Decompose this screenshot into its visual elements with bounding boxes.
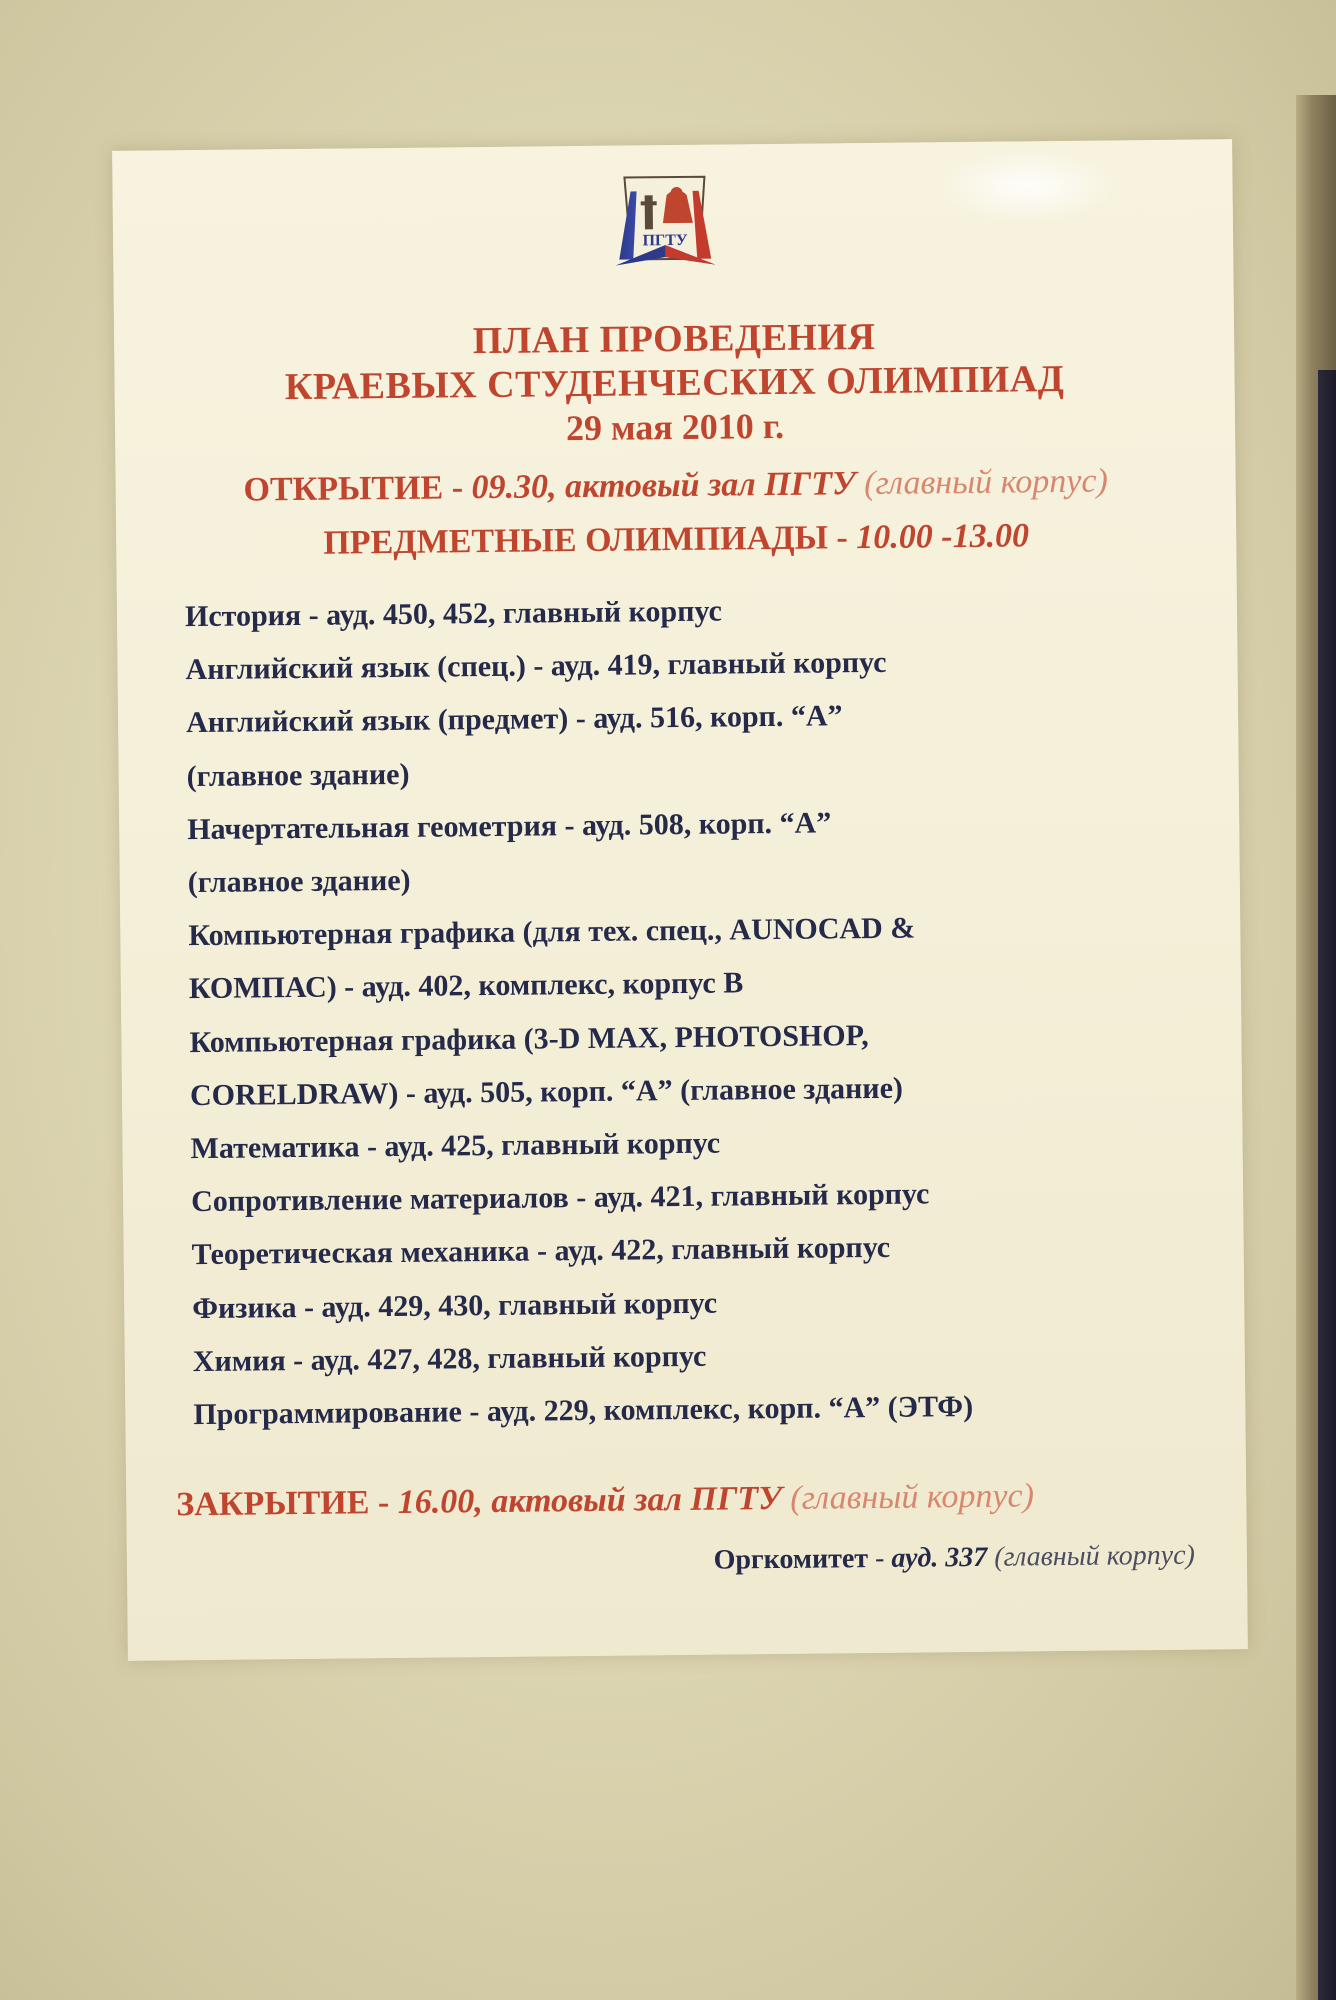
poster-title (114, 311, 1235, 455)
notice-poster (112, 139, 1248, 1661)
closing-separator: - (369, 1483, 398, 1522)
org-separator: - (867, 1542, 892, 1575)
subjects-header (116, 515, 1236, 565)
event-date: 29 мая 2010 г. (565, 405, 785, 449)
subjects-time: 10.00 -13.00 (856, 517, 1030, 557)
list-item: (главное здание) (187, 863, 411, 900)
opening-note: (главный корпус) (863, 462, 1108, 503)
org-note: (главный корпус) (994, 1539, 1196, 1573)
list-item: Программирование - ауд. 229, комплекс, корп. “А” (ЭТФ) (193, 1390, 974, 1432)
closing-line (176, 1475, 1296, 1525)
list-item: CORELDRAW) - ауд. 505, корп. “А” (главное здание) (189, 1071, 904, 1112)
list-item: Сопротивление материалов - ауд. 421, главный корпус (190, 1177, 930, 1219)
opening-line (115, 461, 1235, 511)
list-item: Компьютерная графика (3-D MAX, PHOTOSHOP, (189, 1018, 869, 1059)
org-committee (713, 1540, 1195, 1577)
list-item: Физика - ауд. 429, 430, главный корпус (192, 1286, 718, 1325)
list-item: Химия - ауд. 427, 428, главный корпус (192, 1339, 707, 1378)
subjects-separator: - (827, 519, 857, 557)
org-room: ауд. 337 (891, 1541, 995, 1574)
list-item: (главное здание) (186, 757, 410, 793)
subjects-label: ПРЕДМЕТНЫЕ ОЛИМПИАДЫ (323, 519, 829, 562)
list-item: Начертательная геометрия - ауд. 508, корп. “А” (187, 806, 832, 846)
list-item: Английский язык (спец.) - ауд. 419, главный корпус (185, 646, 887, 687)
list-item: Математика - ауд. 425, главный корпус (190, 1126, 721, 1166)
opening-label: ОТКРЫТИЕ (243, 469, 444, 509)
opening-separator: - (443, 469, 472, 507)
list-item: История - ауд. 450, 452, главный корпус (184, 594, 722, 634)
opening-time: 09.30, (471, 468, 557, 507)
closing-note: (главный корпус) (790, 1477, 1035, 1517)
door-frame (1318, 370, 1336, 2000)
list-item: КОМПАС) - ауд. 402, комплекс, корпус В (188, 966, 744, 1006)
closing-place: актовый зал ПГТУ (482, 1479, 791, 1521)
closing-time: 16.00, (397, 1483, 483, 1521)
title-line-1: ПЛАН ПРОВЕДЕНИЯ (472, 315, 876, 363)
logo-text: ПГТУ (642, 231, 688, 250)
list-item: Английский язык (предмет) - ауд. 516, корп. “А” (185, 699, 843, 740)
opening-place: актовый зал ПГТУ (556, 465, 865, 506)
light-glare (942, 150, 1113, 222)
olympiad-list (185, 579, 1214, 1441)
closing-label: ЗАКРЫТИЕ (176, 1484, 370, 1524)
title-line-2: КРАЕВЫХ СТУДЕНЧЕСКИХ ОЛИМПИАД (284, 357, 1065, 409)
list-item: Теоретическая механика - ауд. 422, главный корпус (191, 1231, 891, 1272)
list-item: Компьютерная графика (для тех. спец., AUNOCAD & (188, 911, 916, 953)
org-label: Оргкомитет (713, 1543, 869, 1576)
university-crest-icon (610, 173, 719, 270)
